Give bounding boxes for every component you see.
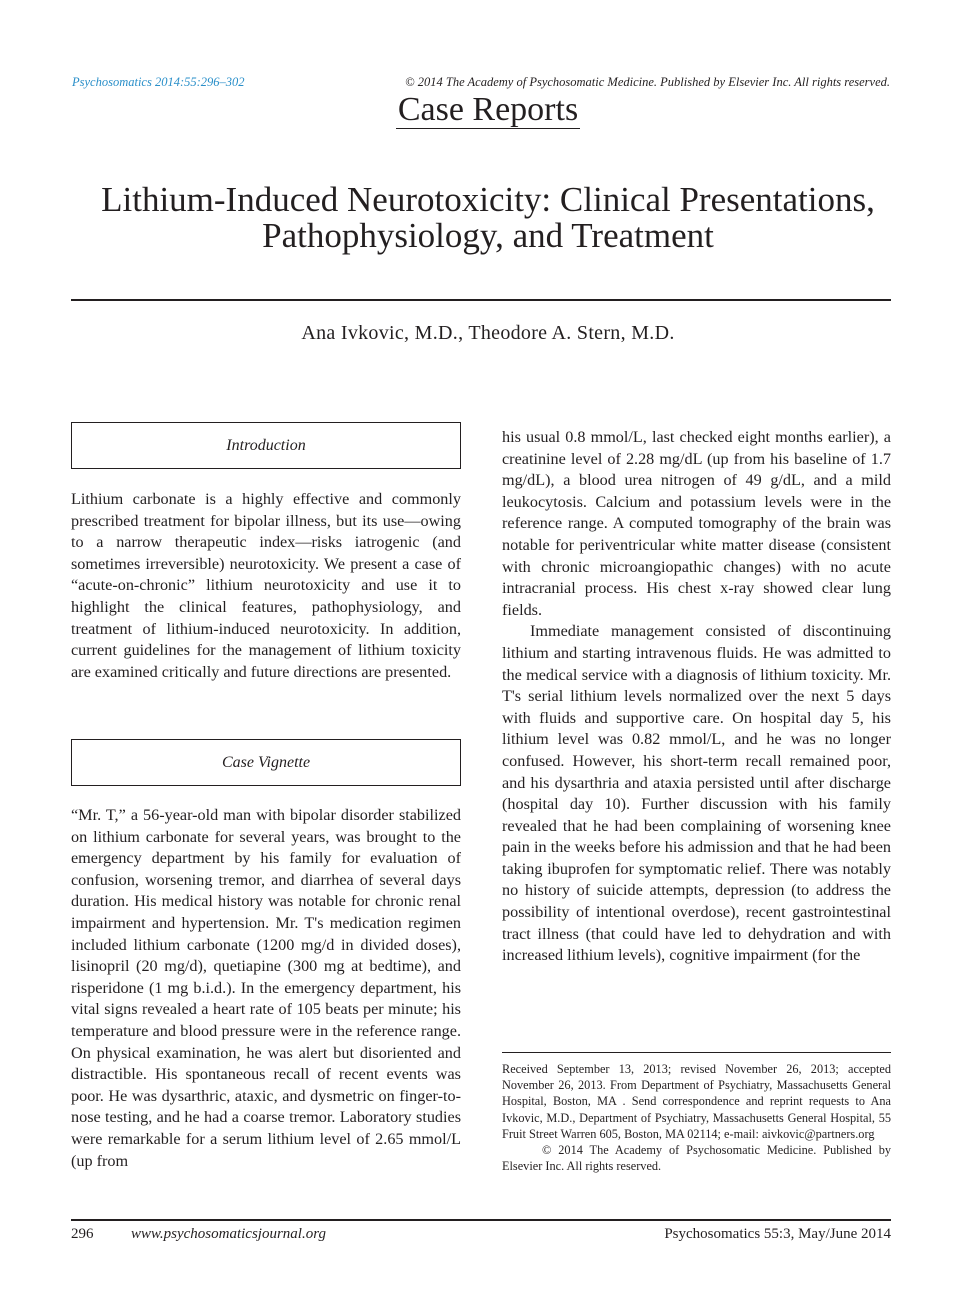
introduction-heading-box — [71, 422, 461, 469]
section-label-text: Case Reports — [397, 91, 579, 128]
introduction-paragraph: Lithium carbonate is a highly effective and commonly prescribed treatment for bipolar illness, but its use—owing to a narrow therapeutic index—risks iatrogenic (and sometimes irreversible) neurotoxicity. We present a case of “acute-on-chronic” lithium neurotoxicity and use it to highlight the clinical features, pathophysiology, and treatment of lithium-induced neurotoxicity. In addition, current guidelines for the management of lithium toxicity are examined critically and future directions are presented. — [71, 490, 461, 681]
management-paragraph: Immediate management consisted of discontinuing lithium and starting intravenous fluids. He was admitted to the medical service with a diagnosis of lithium toxicity. Mr. T's serial lithium levels normalized over the next 5 days with fluids and supportive care. On hospital day 5, his lithium level was 0.82 mmol/L, and he was no longer confused. However, his short-term recall remained poor, and his dysarthria and ataxia persisted until after discharge (hospital day 10). Further discussion with his family revealed that he had been complaining of worsening knee pain in the weeks before his admission and that he had been taking ibuprofen for symptomatic relief. There was notably no history of suicide attempts, depression (to address the possibility of intentional overdose), recent gastrointestinal tract illness (that could have led to dehydration and with increased lithium levels), cognitive impairment (for the — [502, 622, 891, 965]
introduction-heading: Introduction — [226, 437, 306, 454]
title-line-2: Pathophysiology, and Treatment — [262, 216, 714, 255]
title-divider — [71, 299, 891, 301]
copyright-notice: © 2014 The Academy of Psychosomatic Medicine. Published by Elsevier Inc. All rights reserved. — [405, 75, 890, 89]
case-vignette-heading-box — [71, 739, 461, 786]
article-title — [60, 182, 916, 254]
case-vignette-heading: Case Vignette — [221, 754, 311, 771]
case-vignette-section — [71, 805, 461, 1172]
issue-info: Psychosomatics 55:3, May/June 2014 — [664, 1226, 891, 1242]
footnote-received: Received September 13, 2013; revised November 26, 2013; accepted November 26, 2013. From Department of Psychiatry, Massachusetts General Hospital, Boston, MA . Send correspondence and reprint requests to Ana Ivkovic, M.D., Department of Psychiatry, Massachusetts General Hospital, 55 Fruit Street Warren 605, Boston, MA 02114; e-mail: aivkovic@partners.org — [502, 1062, 891, 1141]
case-continuation-paragraph: his usual 0.8 mmol/L, last checked eight months earlier), a creatinine level of 2.28 mg/dL (up from his baseline of 1.7 mg/dL), a blood urea nitrogen of 49 g/dL, and a mild leukocytosis. Calcium and potassium levels were in the reference range. A computed tomography of the brain was notable for periventricular white matter disease (consistent with chronic microangiopathic changes) with no acute intracranial process. His chest x-ray showed clear lung fields. — [502, 428, 891, 619]
case-vignette-paragraph: “Mr. T,” a 56-year-old man with bipolar disorder stabilized on lithium carbonate for several years, was brought to the emergency department by his family for evaluation of confusion, worsening tremor, and diarrhea of several days duration. His medical history was notable for chronic renal impairment and hypertension. Mr. T's medication regimen included lithium carbonate (1200 mg/d in divided doses), lisinopril (20 mg/d), quetiapine (300 mg at bedtime), and risperidone (1 mg b.i.d.). In the emergency department, his vital signs revealed a heart rate of 105 beats per minute; his temperature and blood pressure were in the reference range. On physical examination, he was alert but disoriented and distractible. His spontaneous recall of recent events was poor. He was dysarthric, ataxic, and dysmetric on finger-to-nose testing, and he had a coarse tremor. Laboratory studies were remarkable for a serum lithium level of 2.65 mmol/L (up from — [71, 806, 461, 1170]
journal-website-link[interactable]: www.psychosomaticsjournal.org — [131, 1226, 327, 1242]
author-list: Ana Ivkovic, M.D., Theodore A. Stern, M.D. — [301, 322, 675, 344]
page-number: 296 — [71, 1226, 94, 1242]
footnote-copyright: © 2014 The Academy of Psychosomatic Medicine. Published by Elsevier Inc. All rights reserved. — [502, 1143, 891, 1174]
footnote-divider — [502, 1052, 891, 1053]
article-footnote — [502, 1061, 891, 1174]
right-column — [502, 427, 891, 967]
title-line-1: Lithium-Induced Neurotoxicity: Clinical Presentations, — [101, 180, 875, 219]
introduction-section — [71, 489, 461, 683]
section-label — [0, 90, 976, 130]
footer-divider — [71, 1219, 891, 1221]
journal-citation[interactable]: Psychosomatics 2014:55:296–302 — [72, 75, 245, 89]
